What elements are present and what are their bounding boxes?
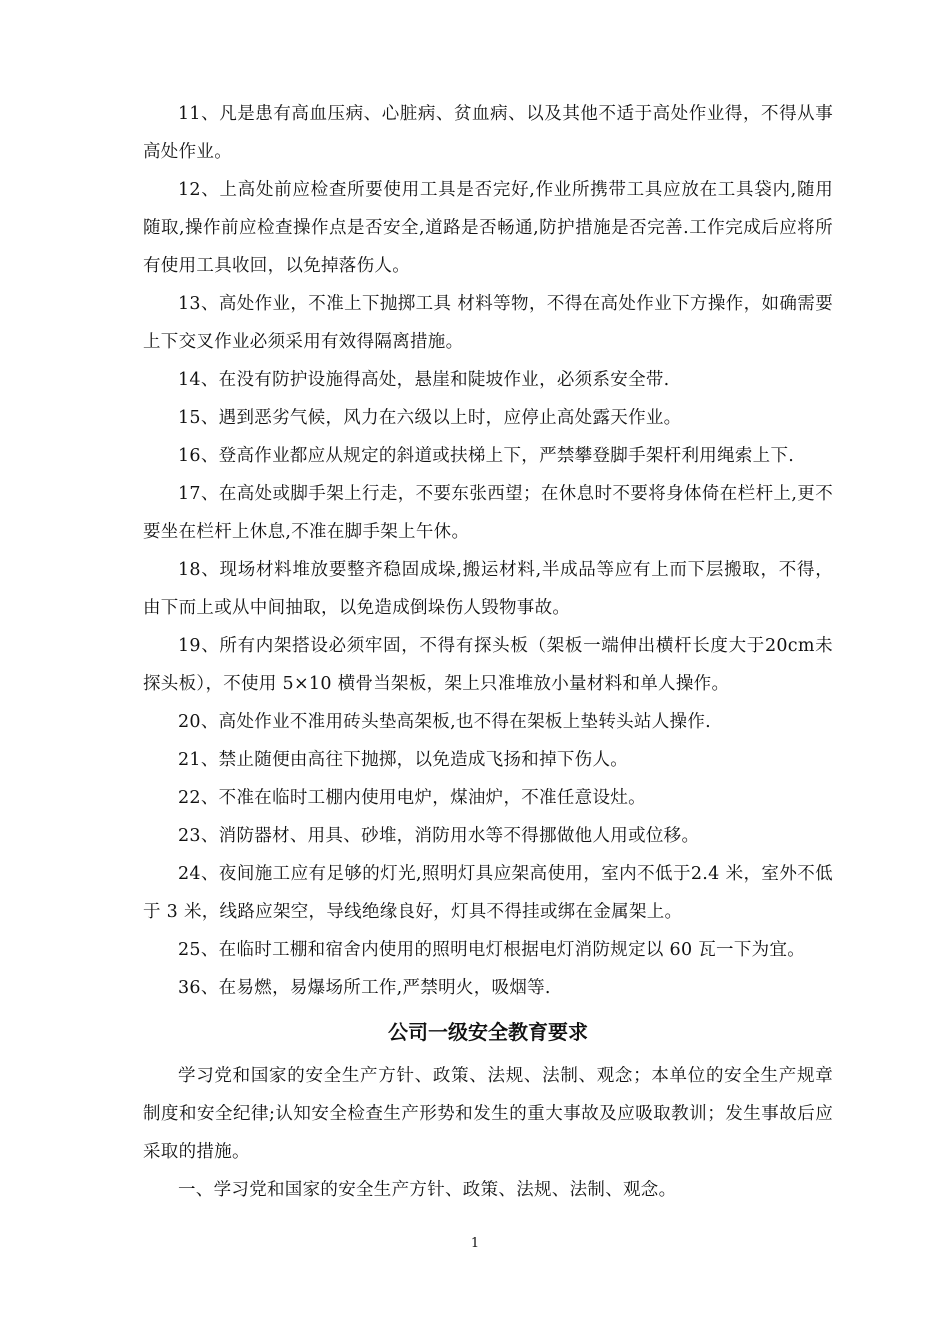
- paragraph-12: 12、上高处前应检查所要使用工具是否完好,作业所携带工具应放在工具袋内,随用随取,操作前应检查操作点是否安全,道路是否畅通,防护措施是否完善.工作完成后应将所有使用工具收回，以免掉落伤人。: [143, 180, 833, 276]
- paragraph-36: 36、在易燃，易爆场所工作,严禁明火，吸烟等.: [178, 978, 551, 998]
- intro-paragraph: 学习党和国家的安全生产方针、政策、法规、法制、观念；本单位的安全生产规章制度和安全纪律;认知安全检查生产形势和发生的重大事故及应吸取教训；发生事故后应采取的措施。: [143, 1066, 833, 1162]
- paragraph-21: 21、禁止随便由高往下抛掷，以免造成飞扬和掉下伤人。: [178, 750, 629, 770]
- paragraph-22: 22、不准在临时工棚内使用电炉，煤油炉，不准任意设灶。: [178, 788, 646, 808]
- page-content: [143, 95, 833, 1209]
- page-number: 1: [470, 1236, 480, 1251]
- paragraph-14: 14、在没有防护设施得高处，悬崖和陡坡作业，必须系安全带.: [178, 370, 670, 390]
- item-one-paragraph: 一、学习党和国家的安全生产方针、政策、法规、法制、观念。: [178, 1180, 677, 1200]
- paragraph-11: 11、凡是患有高血压病、心脏病、贫血病、以及其他不适于高处作业得，不得从事高处作业。: [143, 104, 833, 162]
- paragraph-17: 17、在高处或脚手架上行走，不要东张西望；在休息时不要将身体倚在栏杆上,更不要坐在栏杆上休息,不准在脚手架上午休。: [143, 484, 833, 542]
- paragraph-19: 19、所有内架搭设必须牢固，不得有探头板（架板一端伸出横杆长度大于20cm未探头板），不使用 5×10 横骨当架板，架上只准堆放小量材料和单人操作。: [143, 636, 833, 694]
- paragraph-15: 15、遇到恶劣气候，风力在六级以上时，应停止高处露天作业。: [178, 408, 682, 428]
- paragraph-16: 16、登高作业都应从规定的斜道或扶梯上下，严禁攀登脚手架杆利用绳索上下.: [178, 446, 795, 466]
- paragraph-25: 25、在临时工棚和宿舍内使用的照明电灯根据电灯消防规定以 60 瓦一下为宜。: [178, 940, 806, 960]
- paragraph-23: 23、消防器材、用具、砂堆，消防用水等不得挪做他人用或位移。: [178, 826, 700, 846]
- paragraph-18: 18、现场材料堆放要整齐稳固成垛,搬运材料,半成品等应有上而下层搬取，不得，由下而上或从中间抽取，以免造成倒垛伤人毁物事故。: [143, 560, 833, 618]
- paragraph-20: 20、高处作业不准用砖头垫高架板,也不得在架板上垫转头站人操作.: [178, 712, 711, 732]
- paragraph-13: 13、高处作业，不准上下抛掷工具 材料等物，不得在高处作业下方操作，如确需要上下交叉作业必须采用有效得隔离措施。: [143, 294, 833, 352]
- paragraph-24: 24、夜间施工应有足够的灯光,照明灯具应架高使用，室内不低于2.4 米，室外不低于 3 米，线路应架空，导线绝缘良好，灯具不得挂或绑在金属架上。: [143, 864, 833, 922]
- section-title: 公司一级安全教育要求: [388, 1020, 588, 1044]
